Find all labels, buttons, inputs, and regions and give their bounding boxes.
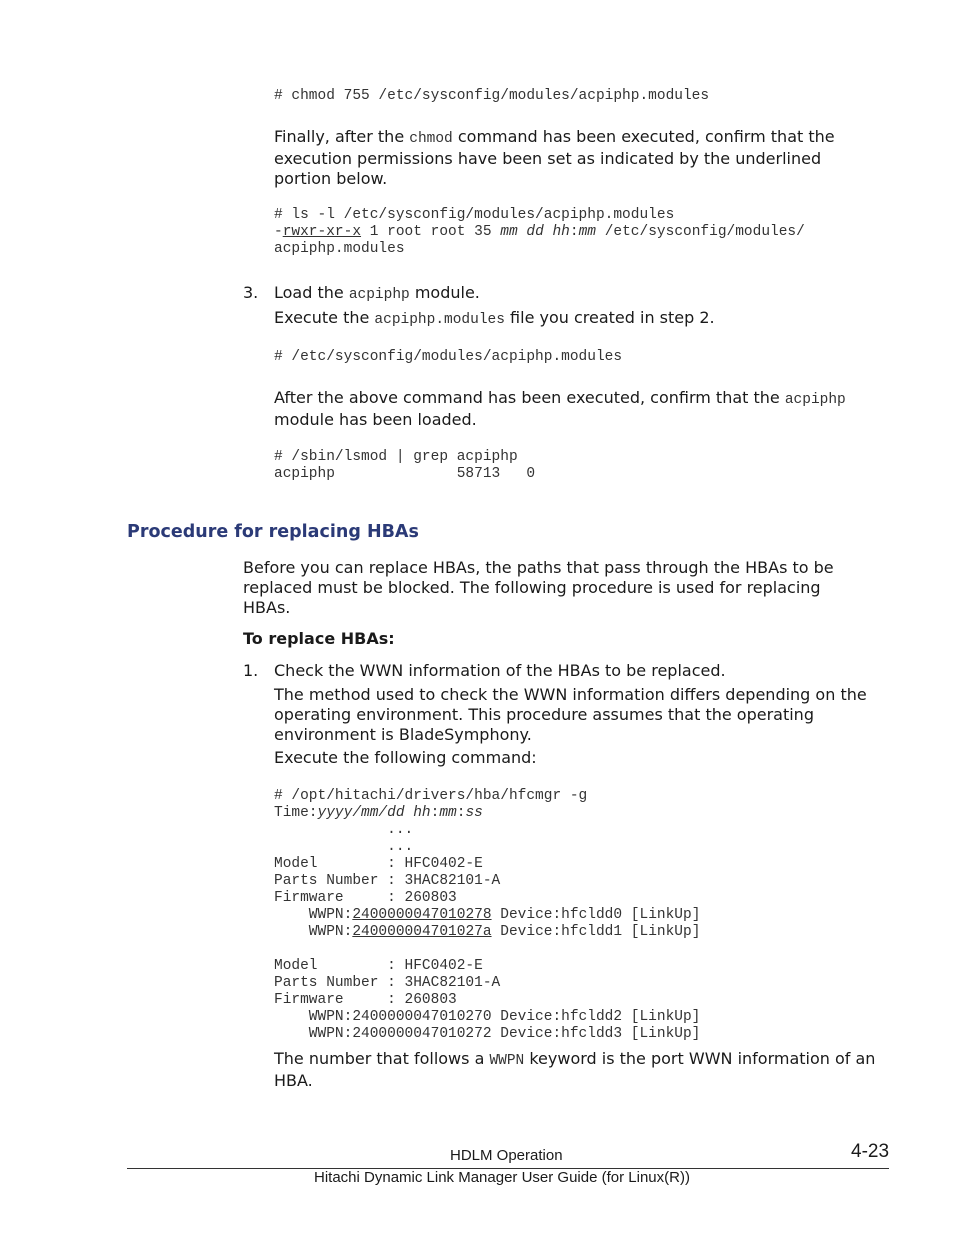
blank-line [274, 941, 700, 958]
text: file you created in step 2. [504, 308, 715, 327]
wwpn-value: 240000004701027a [352, 924, 492, 940]
section-intro: Before you can replace HBAs, the paths that pass through the HBAs to be replaced must be blocked. The following procedure is used for replacing HBAs. [243, 558, 834, 617]
text: The number that follows a [274, 1049, 490, 1068]
code-line: acpiphp.modules [274, 241, 405, 257]
code-line: acpiphp 58713 0 [274, 466, 536, 482]
code-line: # ls -l /etc/sysconfig/modules/acpiphp.modules [274, 207, 675, 223]
text: keyword is the port WWN information of an HBA. [274, 1049, 876, 1090]
code-line [274, 805, 700, 822]
minute-placeholder: mm [578, 224, 596, 240]
step3-after [274, 388, 874, 430]
step1-text: Check the WWN information of the HBAs to be replaced. [274, 661, 726, 680]
text: module. [409, 283, 480, 302]
code-line [274, 224, 805, 241]
date-placeholder: mm dd hh [500, 224, 570, 240]
code-line: # /sbin/lsmod | grep acpiphp [274, 449, 518, 465]
colon: : [569, 224, 579, 240]
section-heading: Procedure for replacing HBAs [127, 522, 419, 542]
permission-underlined: rwxr-xr-x [282, 224, 362, 240]
page-number: 4-23 [851, 1141, 890, 1162]
code-line [274, 924, 700, 941]
text: module has been loaded. [274, 410, 477, 429]
code-hfcmgr [274, 788, 700, 1043]
device: Device:hfcldd0 [LinkUp] [491, 907, 701, 923]
code-acpiphp-modules: # /etc/sysconfig/modules/acpiphp.modules [274, 349, 623, 365]
code-line: WWPN:2400000047010270 Device:hfcldd2 [LinkUp] [274, 1009, 701, 1025]
code-line: Firmware : 260803 [274, 992, 457, 1008]
path: /etc/sysconfig/modules/ [596, 224, 805, 240]
text: Finally, after the [274, 127, 410, 146]
colon: : [456, 805, 466, 821]
inline-command: acpiphp [784, 392, 846, 408]
text: Execute the [274, 308, 375, 327]
wwpn-label: WWPN: [274, 907, 353, 923]
code-line [274, 907, 700, 924]
code-line: Parts Number : 3HAC82101-A [274, 975, 501, 991]
wwpn-label: WWPN: [274, 924, 353, 940]
code-line: Parts Number : 3HAC82101-A [274, 873, 501, 889]
time-ss: ss [465, 805, 483, 821]
footer-guide-title: Hitachi Dynamic Link Manager User Guide (for Linux(R)) [314, 1169, 690, 1186]
subheading: To replace HBAs: [243, 629, 395, 648]
inline-command: acpiphp [348, 287, 410, 303]
text: 1 root root 35 [361, 224, 501, 240]
time-date: yyyy/mm/dd hh [317, 805, 431, 821]
step3-exec [274, 308, 715, 330]
text: Load the [274, 283, 349, 302]
code-line: ... [274, 822, 414, 838]
step-number: 1. [243, 661, 259, 680]
closing-paragraph [274, 1049, 886, 1091]
inline-command: chmod [409, 131, 453, 147]
wwpn-value: 2400000047010278 [352, 907, 492, 923]
code-line: Firmware : 260803 [274, 890, 457, 906]
footer-section: HDLM Operation [450, 1147, 563, 1164]
step3-text [274, 283, 480, 305]
colon: : [430, 805, 440, 821]
code-lsmod [274, 449, 535, 483]
step1-description: The method used to check the WWN information differs depending on the operating environment. This procedure assumes that the operating environment is BladeSymphony. [274, 685, 867, 744]
code-line: # /opt/hitachi/drivers/hba/hfcmgr -g [274, 788, 588, 804]
code-line: Model : HFC0402-E [274, 958, 483, 974]
device: Device:hfcldd1 [LinkUp] [491, 924, 701, 940]
code-ls-listing [274, 207, 805, 258]
inline-keyword: WWPN [489, 1053, 525, 1069]
code-chmod: # chmod 755 /etc/sysconfig/modules/acpiphp.modules [274, 88, 710, 104]
step-number: 3. [243, 283, 259, 302]
code-line: WWPN:2400000047010272 Device:hfcldd3 [LinkUp] [274, 1026, 701, 1042]
time-mm: mm [439, 805, 457, 821]
step1-exec: Execute the following command: [274, 748, 537, 767]
dash: - [274, 224, 283, 240]
code-line: ... [274, 839, 414, 855]
text: After the above command has been executed, confirm that the [274, 388, 785, 407]
paragraph-confirm-permissions [274, 127, 874, 189]
text: command has been executed, confirm that the execution permissions have been set as indicated by the underlined portion below. [274, 127, 835, 188]
time-label: Time: [274, 805, 318, 821]
inline-command: acpiphp.modules [374, 312, 505, 328]
code-line: Model : HFC0402-E [274, 856, 483, 872]
